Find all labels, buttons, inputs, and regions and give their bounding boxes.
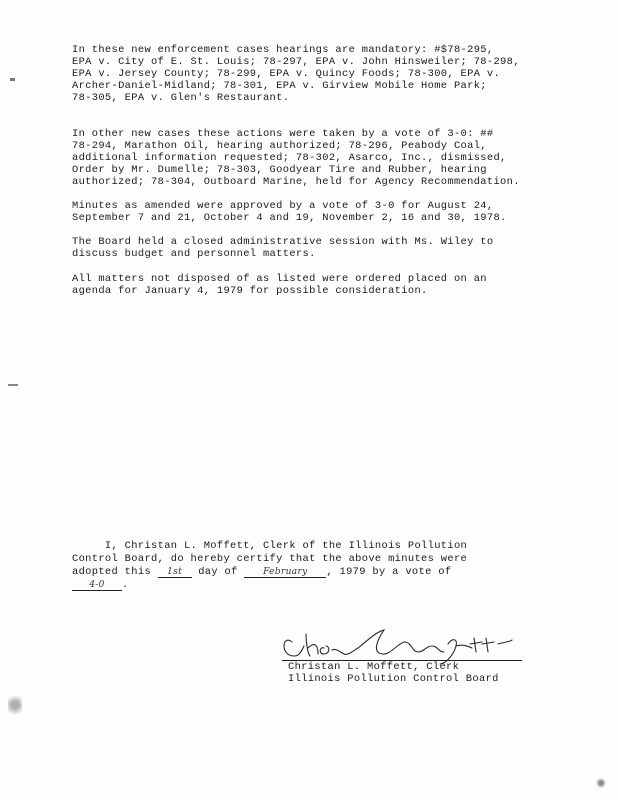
certification-line-2: Control Board, do hereby certify that the above minutes were [72,553,468,565]
certification-period: . [122,579,129,591]
board-title: Illinois Pollution Control Board [288,673,499,685]
scan-speck-bottom-right [594,778,608,788]
paragraph-closed-session: The Board held a closed administrative session with Ms. Wiley to discuss budget and personnel matters. [72,236,494,260]
paragraph-enforcement-cases: In these new enforcement cases hearings are mandatory: #$78-295, EPA v. City of E. St. Louis; 78-297, EPA v. John Hinsweiler; 78-298, EPA v. Jersey County; 78-299, EPA v. Quincy Foods; 78-300, EPA v. Archer-Daniel-Midland; 78-301, EPA v. Girview Mobile Home Park; 78-305, EPA v. Glen's Restaurant. [72,44,520,104]
clerk-certification [72,540,572,592]
month-blank: February [244,566,326,578]
day-of-text: day of [191,566,245,578]
adopted-this-text: adopted this [72,566,158,578]
certification-line-1: I, Christan L. Moffett, Clerk of the Illinois Pollution [72,540,468,552]
scan-speck-bottom-left [8,690,22,720]
vote-of-text: , 1979 by a vote of [326,566,452,578]
paragraph-minutes-approved: Minutes as amended were approved by a vote of 3-0 for August 24, September 7 and 21, October 4 and 19, November 2, 16 and 30, 1978. [72,200,507,224]
scan-speck-mid-left [8,384,18,386]
paragraph-other-new-cases: In other new cases these actions were taken by a vote of 3-0: ## 78-294, Marathon Oil, hearing authorized; 78-296, Peabody Coal, additional information requested; 78-302, Asarco, Inc., dismissed, Order by Mr. Dumelle; 78-303, Goodyear Tire and Rubber, hearing authorized; 78-304, Outboard Marine, held for Agency Recommendation. [72,128,520,188]
clerk-name: Christan L. Moffett, Clerk [288,661,460,673]
paragraph-matters-not-disposed: All matters not disposed of as listed were ordered placed on an agenda for January 4, 1979 for possible consideration. [72,273,487,297]
scan-speck-top-left [10,78,15,81]
vote-blank: 4-0 [72,579,122,591]
day-blank: 1st [158,566,192,578]
certification-line-4 [72,579,572,592]
certification-line-3 [72,566,572,579]
